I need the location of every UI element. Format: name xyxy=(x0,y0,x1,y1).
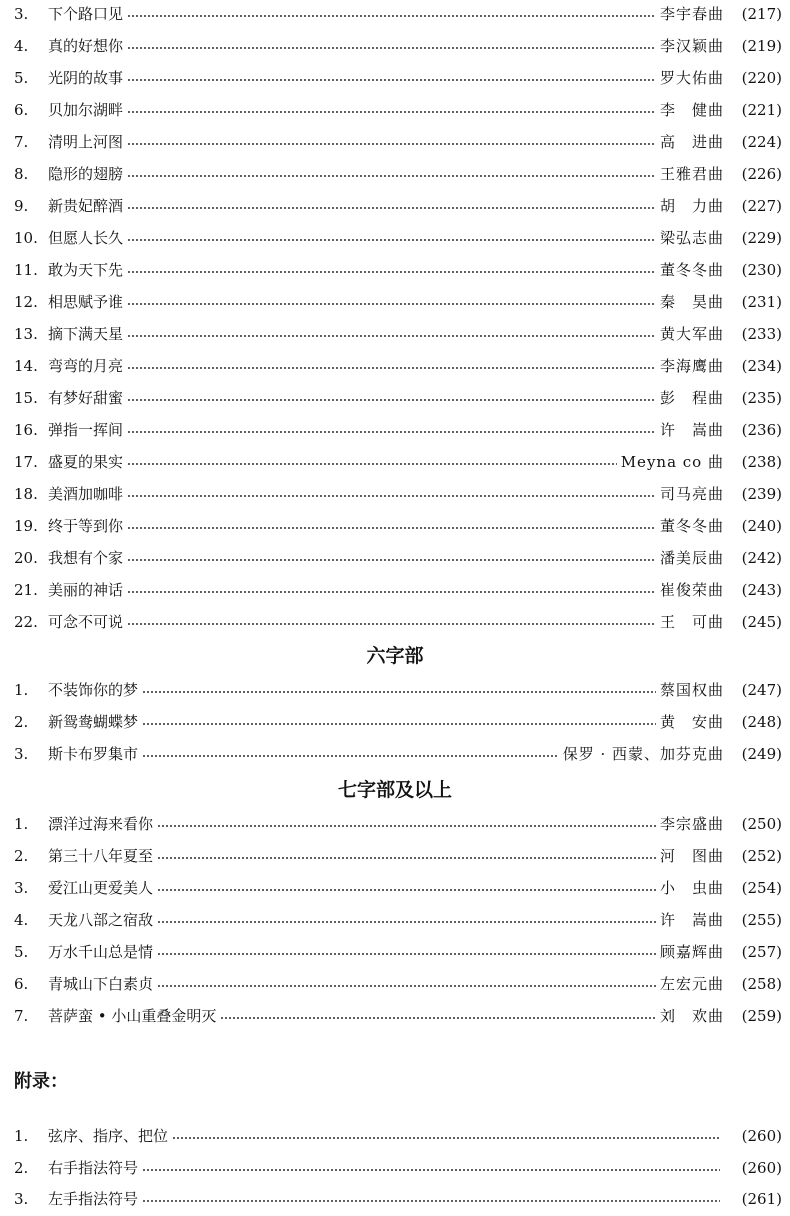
toc-entry[interactable] xyxy=(14,514,782,538)
leader-dots xyxy=(142,1200,720,1202)
entry-page: (240) xyxy=(741,517,782,535)
entry-page: (236) xyxy=(741,421,782,439)
entry-page: (249) xyxy=(741,745,782,763)
leader-dots xyxy=(127,335,656,337)
entry-title: 敢为天下先 xyxy=(48,261,124,279)
entry-composer: 许 嵩曲 xyxy=(659,911,724,929)
toc-entry[interactable] xyxy=(14,908,782,932)
leader-dots xyxy=(157,953,656,955)
entry-number: 13. xyxy=(14,325,38,343)
entry-title: 美酒加咖啡 xyxy=(48,485,124,503)
entry-composer: 王雅君曲 xyxy=(659,165,724,183)
entry-page: (220) xyxy=(741,69,782,87)
toc-entry[interactable] xyxy=(14,546,782,570)
entry-composer: 蔡国权曲 xyxy=(659,681,724,699)
leader-dots xyxy=(127,463,617,465)
entry-composer: 李 健曲 xyxy=(659,101,724,119)
entry-page: (219) xyxy=(741,37,782,55)
toc-entry[interactable] xyxy=(14,354,782,378)
leader-dots xyxy=(127,207,656,209)
entry-number: 15. xyxy=(14,389,38,407)
entry-title: 爱江山更爱美人 xyxy=(48,879,154,897)
toc-entry[interactable] xyxy=(14,418,782,442)
entry-title: 有梦好甜蜜 xyxy=(48,389,124,407)
entry-page: (238) xyxy=(741,453,782,471)
toc-entry[interactable] xyxy=(14,972,782,996)
entry-page: (247) xyxy=(741,681,782,699)
toc-entry[interactable] xyxy=(14,2,782,26)
toc-entry[interactable] xyxy=(14,678,782,702)
entry-number: 2. xyxy=(14,1159,29,1177)
entry-number: 7. xyxy=(14,1007,29,1025)
entry-composer: 梁弘志曲 xyxy=(659,229,724,247)
leader-dots xyxy=(157,889,656,891)
toc-entry[interactable] xyxy=(14,844,782,868)
entry-composer: 胡 力曲 xyxy=(659,197,724,215)
leader-dots xyxy=(127,111,656,113)
toc-entry[interactable] xyxy=(14,482,782,506)
entry-title: 左手指法符号 xyxy=(48,1190,139,1208)
entry-number: 9. xyxy=(14,197,29,215)
entry-title: 天龙八部之宿敌 xyxy=(48,911,154,929)
entry-number: 4. xyxy=(14,37,29,55)
entry-title: 菩萨蛮 • 小山重叠金明灭 xyxy=(48,1007,217,1025)
entry-page: (230) xyxy=(741,261,782,279)
entry-number: 3. xyxy=(14,5,29,23)
entry-title: 隐形的翅膀 xyxy=(48,165,124,183)
entry-page: (221) xyxy=(741,101,782,119)
entry-number: 22. xyxy=(14,613,38,631)
entry-title: 弹指一挥间 xyxy=(48,421,124,439)
leader-dots xyxy=(127,495,656,497)
entry-page: (224) xyxy=(741,133,782,151)
entry-number: 5. xyxy=(14,69,29,87)
entry-page: (234) xyxy=(741,357,782,375)
leader-dots xyxy=(127,559,656,561)
toc-entry[interactable] xyxy=(14,322,782,346)
entry-title: 可念不可说 xyxy=(48,613,124,631)
toc-entry[interactable] xyxy=(14,710,782,734)
entry-title: 斯卡布罗集市 xyxy=(48,745,139,763)
leader-dots xyxy=(127,143,656,145)
toc-entry[interactable] xyxy=(14,386,782,410)
leader-dots xyxy=(127,623,656,625)
toc-entry[interactable] xyxy=(14,812,782,836)
entry-number: 6. xyxy=(14,975,29,993)
entry-title: 贝加尔湖畔 xyxy=(48,101,124,119)
entry-title: 万水千山总是情 xyxy=(48,943,154,961)
leader-dots xyxy=(127,399,656,401)
toc-entry[interactable] xyxy=(14,226,782,250)
leader-dots xyxy=(127,431,656,433)
entry-page: (248) xyxy=(741,713,782,731)
toc-entry[interactable] xyxy=(14,162,782,186)
entry-composer: 董冬冬曲 xyxy=(659,261,724,279)
entry-number: 8. xyxy=(14,165,29,183)
leader-dots xyxy=(157,985,656,987)
toc-entry[interactable] xyxy=(14,742,782,766)
toc-entry[interactable] xyxy=(14,578,782,602)
entry-page: (226) xyxy=(741,165,782,183)
entry-title: 盛夏的果实 xyxy=(48,453,124,471)
leader-dots xyxy=(127,271,656,273)
leader-dots xyxy=(142,723,656,725)
entry-number: 1. xyxy=(14,1127,29,1145)
entry-page: (217) xyxy=(741,5,782,23)
leader-dots xyxy=(142,1169,720,1171)
entry-page: (252) xyxy=(741,847,782,865)
entry-number: 10. xyxy=(14,229,38,247)
entry-composer: 王 可曲 xyxy=(659,613,724,631)
toc-entry[interactable] xyxy=(14,450,782,474)
entry-page: (255) xyxy=(741,911,782,929)
entry-number: 2. xyxy=(14,847,29,865)
leader-dots xyxy=(127,527,656,529)
entry-composer: 秦 昊曲 xyxy=(659,293,724,311)
toc-entry[interactable] xyxy=(14,98,782,122)
entry-composer: 李宇春曲 xyxy=(659,5,724,23)
toc-entry[interactable] xyxy=(14,1156,782,1180)
entry-composer: 黄大军曲 xyxy=(659,325,724,343)
toc-entry[interactable] xyxy=(14,66,782,90)
entry-title: 终于等到你 xyxy=(48,517,124,535)
entry-number: 1. xyxy=(14,681,29,699)
entry-title: 新贵妃醉酒 xyxy=(48,197,124,215)
entry-page: (231) xyxy=(741,293,782,311)
entry-page: (254) xyxy=(741,879,782,897)
entry-page: (259) xyxy=(741,1007,782,1025)
entry-page: (261) xyxy=(741,1190,782,1208)
entry-page: (245) xyxy=(741,613,782,631)
leader-dots xyxy=(157,921,656,923)
toc-entry[interactable] xyxy=(14,610,782,634)
entry-composer: 高 进曲 xyxy=(659,133,724,151)
entry-number: 19. xyxy=(14,517,38,535)
entry-composer: 李宗盛曲 xyxy=(659,815,724,833)
entry-composer: 李海鹰曲 xyxy=(659,357,724,375)
entry-composer: 刘 欢曲 xyxy=(659,1007,724,1025)
entry-page: (243) xyxy=(741,581,782,599)
entry-number: 3. xyxy=(14,879,29,897)
entry-composer: 崔俊荣曲 xyxy=(659,581,724,599)
entry-page: (227) xyxy=(741,197,782,215)
entry-number: 3. xyxy=(14,745,29,763)
toc-entry[interactable] xyxy=(14,940,782,964)
entry-page: (229) xyxy=(741,229,782,247)
entry-number: 5. xyxy=(14,943,29,961)
entry-number: 6. xyxy=(14,101,29,119)
entry-number: 11. xyxy=(14,261,38,279)
appendix-heading: 附录： xyxy=(14,1071,68,1092)
entry-number: 7. xyxy=(14,133,29,151)
entry-number: 16. xyxy=(14,421,38,439)
entry-title: 漂洋过海来看你 xyxy=(48,815,154,833)
entry-title: 弦序、指序、把位 xyxy=(48,1127,169,1145)
entry-title: 摘下满天星 xyxy=(48,325,124,343)
entry-page: (257) xyxy=(741,943,782,961)
leader-dots xyxy=(127,47,656,49)
leader-dots xyxy=(127,175,656,177)
entry-composer: 黄 安曲 xyxy=(659,713,724,731)
toc-entry[interactable] xyxy=(14,1004,782,1028)
entry-composer: 保罗 · 西蒙、加芬克曲 xyxy=(562,745,724,763)
entry-composer: 顾嘉辉曲 xyxy=(659,943,724,961)
section-heading-six: 六字部 xyxy=(366,645,424,667)
entry-title: 新鸳鸯蝴蝶梦 xyxy=(48,713,139,731)
entry-page: (239) xyxy=(741,485,782,503)
entry-page: (233) xyxy=(741,325,782,343)
entry-title: 但愿人长久 xyxy=(48,229,124,247)
toc-entry[interactable] xyxy=(14,34,782,58)
toc-entry[interactable] xyxy=(14,290,782,314)
entry-number: 2. xyxy=(14,713,29,731)
entry-number: 12. xyxy=(14,293,38,311)
entry-composer: 董冬冬曲 xyxy=(659,517,724,535)
toc-entry[interactable] xyxy=(14,1124,782,1148)
entry-composer: 彭 程曲 xyxy=(659,389,724,407)
toc-entry[interactable] xyxy=(14,1187,782,1211)
entry-number: 4. xyxy=(14,911,29,929)
entry-composer: 司马亮曲 xyxy=(659,485,724,503)
entry-composer: 小 虫曲 xyxy=(659,879,724,897)
entry-page: (242) xyxy=(741,549,782,567)
entry-title: 右手指法符号 xyxy=(48,1159,139,1177)
entry-title: 下个路口见 xyxy=(48,5,124,23)
entry-number: 1. xyxy=(14,815,29,833)
entry-title: 真的好想你 xyxy=(48,37,124,55)
entry-composer: 河 图曲 xyxy=(659,847,724,865)
section-heading-seven: 七字部及以上 xyxy=(337,779,452,801)
leader-dots xyxy=(127,15,656,17)
entry-title: 青城山下白素贞 xyxy=(48,975,154,993)
entry-composer: Meyna co 曲 xyxy=(620,453,724,471)
leader-dots xyxy=(157,857,656,859)
entry-composer: 潘美辰曲 xyxy=(659,549,724,567)
entry-number: 18. xyxy=(14,485,38,503)
entry-page: (260) xyxy=(741,1159,782,1177)
entry-number: 20. xyxy=(14,549,38,567)
entry-composer: 许 嵩曲 xyxy=(659,421,724,439)
leader-dots xyxy=(127,79,656,81)
toc-entry[interactable] xyxy=(14,876,782,900)
entry-page: (235) xyxy=(741,389,782,407)
toc-entry[interactable] xyxy=(14,194,782,218)
entry-title: 我想有个家 xyxy=(48,549,124,567)
leader-dots xyxy=(127,591,656,593)
entry-title: 相思赋予谁 xyxy=(48,293,124,311)
entry-number: 21. xyxy=(14,581,38,599)
leader-dots xyxy=(157,825,656,827)
leader-dots xyxy=(172,1137,720,1139)
leader-dots xyxy=(127,367,656,369)
toc-entry[interactable] xyxy=(14,130,782,154)
leader-dots xyxy=(127,303,656,305)
toc-entry[interactable] xyxy=(14,258,782,282)
entry-page: (260) xyxy=(741,1127,782,1145)
entry-title: 第三十八年夏至 xyxy=(48,847,154,865)
entry-page: (250) xyxy=(741,815,782,833)
entry-title: 光阴的故事 xyxy=(48,69,124,87)
leader-dots xyxy=(127,239,656,241)
entry-composer: 左宏元曲 xyxy=(659,975,724,993)
leader-dots xyxy=(142,691,656,693)
entry-title: 不装饰你的梦 xyxy=(48,681,139,699)
entry-number: 17. xyxy=(14,453,38,471)
entry-composer: 李汉颖曲 xyxy=(659,37,724,55)
entry-number: 14. xyxy=(14,357,38,375)
entry-title: 美丽的神话 xyxy=(48,581,124,599)
entry-number: 3. xyxy=(14,1190,29,1208)
entry-composer: 罗大佑曲 xyxy=(659,69,724,87)
entry-title: 弯弯的月亮 xyxy=(48,357,124,375)
entry-title: 清明上河图 xyxy=(48,133,124,151)
leader-dots xyxy=(220,1017,656,1019)
entry-page: (258) xyxy=(741,975,782,993)
leader-dots xyxy=(142,755,559,757)
